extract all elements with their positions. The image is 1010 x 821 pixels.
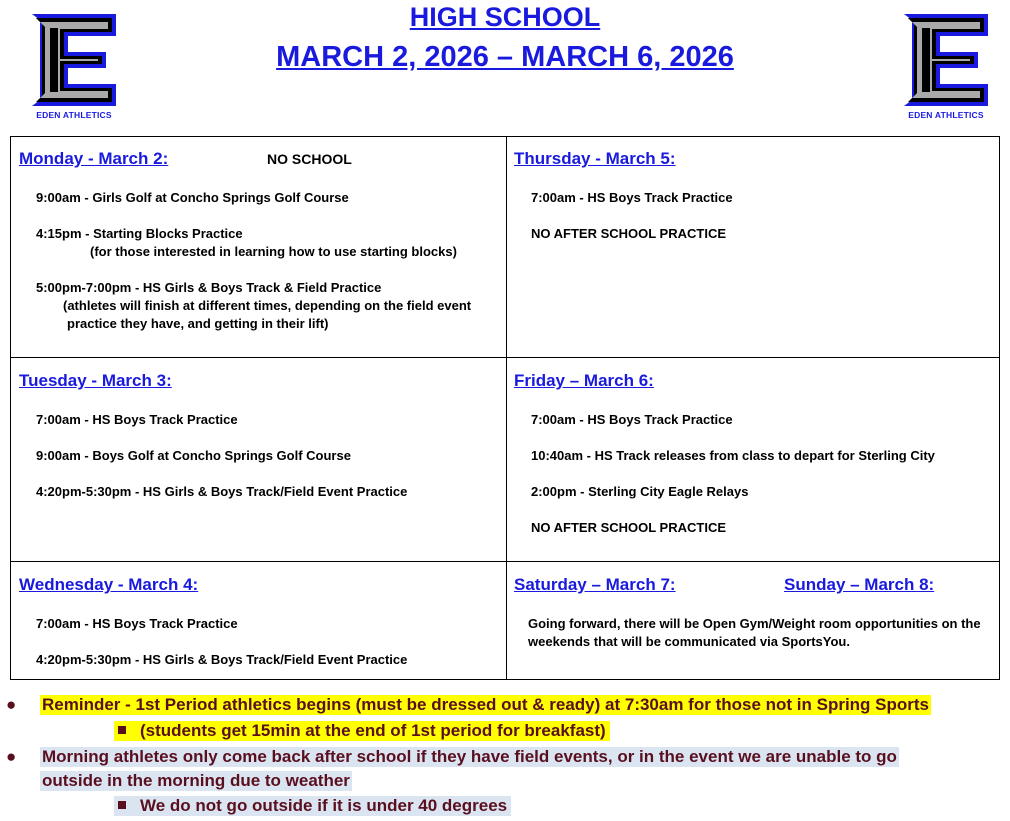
temperature-sub-text: We do not go outside if it is under 40 degrees	[140, 796, 508, 815]
monday-heading: Monday - March 2:	[19, 149, 169, 168]
monday-item: practice they have, and getting in their lift)	[67, 316, 329, 331]
wednesday-cell	[11, 561, 506, 679]
sunday-heading: Sunday – March 8:	[784, 575, 935, 594]
tuesday-item: 4:20pm-5:30pm - HS Girls & Boys Track/Field Event Practice	[36, 484, 408, 499]
friday-item: NO AFTER SCHOOL PRACTICE	[531, 520, 727, 535]
monday-item: 9:00am - Girls Golf at Concho Springs Golf Course	[36, 190, 349, 205]
saturday-item: Going forward, there will be Open Gym/Weight room opportunities on the	[528, 616, 981, 631]
monday-item: (for those interested in learning how to use starting blocks)	[90, 244, 457, 259]
thursday-item: 7:00am - HS Boys Track Practice	[531, 190, 733, 205]
thursday-heading: Thursday - March 5:	[514, 149, 676, 168]
page-title: HIGH SCHOOL	[409, 2, 601, 32]
friday-heading: Friday – March 6:	[514, 371, 654, 390]
temperature-sub	[114, 796, 511, 816]
tuesday-item: 7:00am - HS Boys Track Practice	[36, 412, 238, 427]
thursday-item: NO AFTER SCHOOL PRACTICE	[531, 226, 727, 241]
date-range-title: MARCH 2, 2026 – MARCH 6, 2026	[276, 41, 734, 73]
monday-item: 5:00pm-7:00pm - HS Girls & Boys Track & Field Practice	[36, 280, 382, 295]
friday-item: 7:00am - HS Boys Track Practice	[531, 412, 733, 427]
thursday-cell	[506, 137, 1001, 357]
tuesday-cell	[11, 357, 506, 561]
reminder-sub	[114, 721, 610, 741]
monday-item: (athletes will finish at different times, depending on the field event	[63, 298, 472, 313]
saturday-item: weekends that will be communicated via SportsYou.	[528, 634, 850, 649]
wednesday-heading: Wednesday - March 4:	[19, 575, 199, 594]
logo-caption: EDEN ATHLETICS	[36, 110, 112, 120]
friday-item: 2:00pm - Sterling City Eagle Relays	[531, 484, 749, 499]
wednesday-item: 4:20pm-5:30pm - HS Girls & Boys Track/Field Event Practice	[36, 652, 408, 667]
monday-item: 4:15pm - Starting Blocks Practice	[36, 226, 243, 241]
e-letter-icon	[900, 10, 992, 110]
bullet-dot: ●	[6, 747, 17, 766]
square-bullet-icon	[118, 801, 126, 809]
tuesday-item: 9:00am - Boys Golf at Concho Springs Golf Course	[36, 448, 351, 463]
monday-note: NO SCHOOL	[267, 151, 352, 167]
page-header	[0, 0, 1010, 130]
schedule-grid	[10, 136, 1000, 680]
square-bullet-icon	[118, 726, 126, 734]
logo-caption: EDEN ATHLETICS	[908, 110, 984, 120]
friday-cell	[506, 357, 1001, 561]
reminder-sub-text: (students get 15min at the end of 1st period for breakfast)	[140, 721, 606, 740]
morning-athletes-text: Morning athletes only come back after school if they have field events, or in the event we are unable to go	[42, 747, 897, 766]
eden-logo-right	[900, 10, 992, 120]
tuesday-heading: Tuesday - March 3:	[19, 371, 172, 390]
reminder-text: Reminder - 1st Period athletics begins (must be dressed out & ready) at 7:30am for those not in Spring Sports	[42, 695, 930, 714]
monday-cell	[11, 137, 506, 357]
wednesday-item: 7:00am - HS Boys Track Practice	[36, 616, 238, 631]
morning-athletes-text-cont: outside in the morning due to weather	[42, 771, 350, 790]
friday-item: 10:40am - HS Track releases from class to depart for Sterling City	[531, 448, 935, 463]
saturday-heading: Saturday – March 7:	[514, 575, 676, 594]
bullet-dot: ●	[6, 695, 17, 714]
weekend-cell	[506, 561, 1001, 679]
